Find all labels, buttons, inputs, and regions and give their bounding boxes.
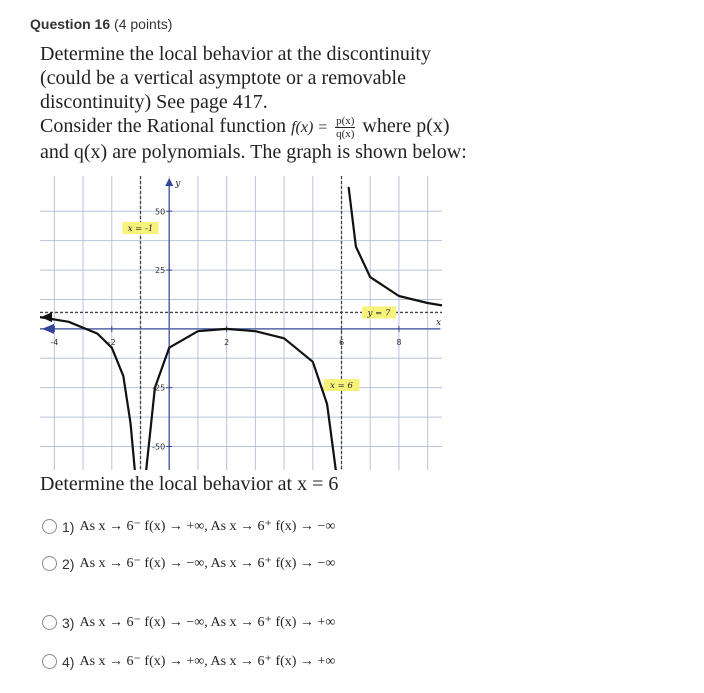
option-3-number: 3) [62, 614, 75, 631]
x-tick-label: 2 [224, 337, 230, 347]
option-2-number: 2) [62, 555, 75, 572]
fraction-numerator: p(x) [336, 114, 355, 127]
stem-line-4 [40, 114, 680, 140]
option-2[interactable] [42, 555, 335, 572]
option-4-number: 4) [62, 653, 75, 670]
horizontal-asymptote-label: y = 7 [367, 308, 391, 319]
option-3[interactable] [42, 614, 335, 631]
graph-background [40, 176, 442, 470]
stem-line-1: Determine the local behavior at the discontinuity [40, 43, 431, 65]
x-tick-label: 8 [396, 337, 402, 347]
option-3-radio[interactable] [42, 615, 57, 630]
option-1[interactable] [42, 518, 335, 535]
consider-suffix: where p(x) [362, 115, 450, 137]
question-stem [40, 42, 680, 164]
y-tick-label: 50 [155, 207, 166, 217]
fraction-denominator: q(x) [336, 127, 355, 140]
x-tick-label: -2 [107, 337, 116, 347]
question-title: Question 16 [30, 16, 111, 32]
question-points: (4 points) [114, 16, 173, 32]
option-2-text: As x → 6⁻ f(x) → −∞, As x → 6⁺ f(x) → −∞ [79, 556, 336, 571]
option-4[interactable] [42, 653, 335, 670]
y-axis-label: y [175, 179, 181, 189]
option-2-radio[interactable] [42, 556, 57, 571]
stem-line-2: (could be a vertical asymptote or a removable [40, 67, 406, 89]
x-axis-label: x [436, 317, 442, 328]
y-tick-label: 25 [155, 266, 166, 276]
rational-function-graph [40, 176, 442, 470]
function-fraction [335, 115, 355, 140]
option-1-radio[interactable] [42, 519, 57, 534]
option-4-text: As x → 6⁻ f(x) → +∞, As x → 6⁺ f(x) → +∞ [79, 654, 336, 669]
function-lhs: f(x) = [291, 119, 329, 136]
option-4-radio[interactable] [42, 654, 57, 669]
x-tick-label: 6 [338, 337, 345, 347]
option-1-text: As x → 6⁻ f(x) → +∞, As x → 6⁺ f(x) → −∞ [79, 519, 336, 534]
option-3-text: As x → 6⁻ f(x) → −∞, As x → 6⁺ f(x) → +∞ [79, 615, 336, 630]
y-tick-label: -25 [152, 383, 166, 393]
x-tick-label: -4 [50, 337, 59, 347]
vertical-asymptote-label: x = -1 [127, 224, 154, 234]
stem-line-3: discontinuity) See page 417. [40, 91, 268, 113]
vertical-asymptote-label: x = 6 [330, 381, 353, 391]
sub-question-prompt: Determine the local behavior at x = 6 [40, 473, 339, 495]
stem-line-5: and q(x) are polynomials. The graph is shown below: [40, 141, 467, 163]
y-tick-label: -50 [152, 442, 166, 452]
consider-prefix: Consider the Rational function [40, 115, 287, 137]
option-1-number: 1) [62, 518, 75, 535]
question-header [30, 16, 172, 32]
